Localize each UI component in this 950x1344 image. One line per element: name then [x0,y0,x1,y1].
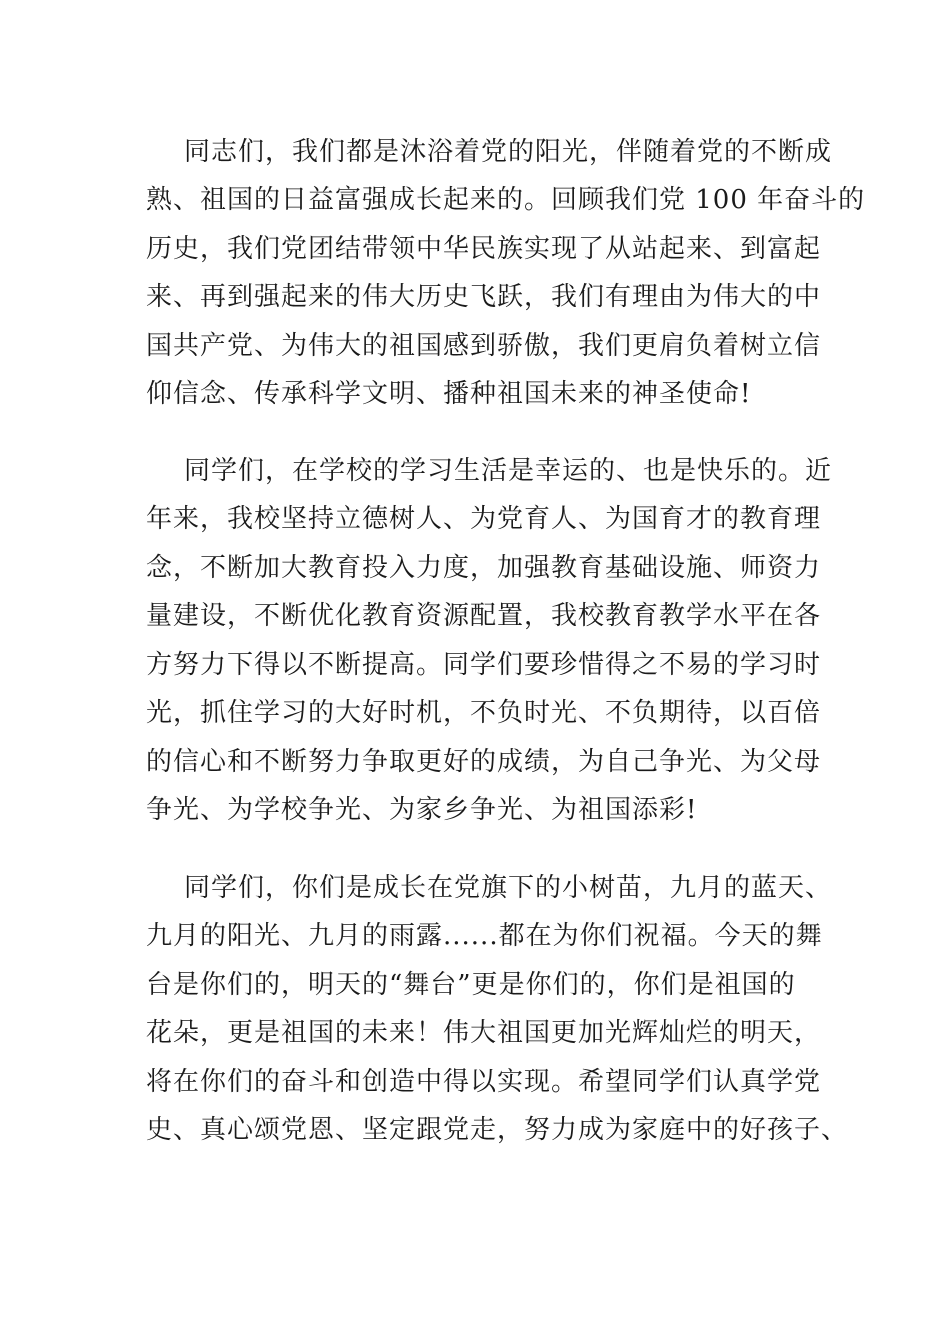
paragraph-1-line-6: 仰信念、传承科学文明、播种祖国未来的神圣使命! [146,379,752,409]
paragraph-2-line-1: 同学们，在学校的学习生活是幸运的、也是快乐的。近 [184,456,833,486]
paragraph-1-line-2: 熟、祖国的日益富强成长起来的。回顾我们党 100 年奋斗的 [146,185,866,215]
paragraph-3-line-3: 台是你们的，明天的“舞台”更是你们的，你们是祖国的 [146,970,796,1000]
paragraph-2-line-4: 量建设，不断优化教育资源配置，我校教育教学水平在各 [146,601,822,631]
paragraph-2-line-8: 争光、为学校争光、为家乡争光、为祖国添彩! [146,795,698,825]
paragraph-3-line-5: 将在你们的奋斗和创造中得以实现。希望同学们认真学党 [146,1067,822,1097]
paragraph-2-line-7: 的信心和不断努力争取更好的成绩，为自己争光、为父母 [146,747,822,777]
paragraph-1-line-1: 同志们，我们都是沐浴着党的阳光，伴随着党的不断成 [184,137,833,167]
paragraph-3-line-4: 花朵，更是祖国的未来！伟大祖国更加光辉灿烂的明天， [146,1018,822,1048]
paragraph-1-line-5: 国共产党、为伟大的祖国感到骄傲，我们更肩负着树立信 [146,331,822,361]
paragraph-3-line-6: 史、真心颂党恩、坚定跟党走，努力成为家庭中的好孩子、 [146,1115,849,1145]
paragraph-2-line-2: 年来，我校坚持立德树人、为党育人、为国育才的教育理 [146,504,822,534]
paragraph-2-line-6: 光，抓住学习的大好时机，不负时光、不负期待，以百倍 [146,698,822,728]
paragraph-1-line-3: 历史，我们党团结带领中华民族实现了从站起来、到富起 [146,234,822,264]
paragraph-3-line-2: 九月的阳光、九月的雨露......都在为你们祝福。今天的舞 [146,921,823,951]
paragraph-3-line-1: 同学们，你们是成长在党旗下的小树苗，九月的蓝天、 [184,873,833,903]
paragraph-1-line-4: 来、再到强起来的伟大历史飞跃，我们有理由为伟大的中 [146,282,822,312]
paragraph-2-line-5: 方努力下得以不断提高。同学们要珍惜得之不易的学习时 [146,650,822,680]
paragraph-2-line-3: 念，不断加大教育投入力度，加强教育基础设施、师资力 [146,553,822,583]
